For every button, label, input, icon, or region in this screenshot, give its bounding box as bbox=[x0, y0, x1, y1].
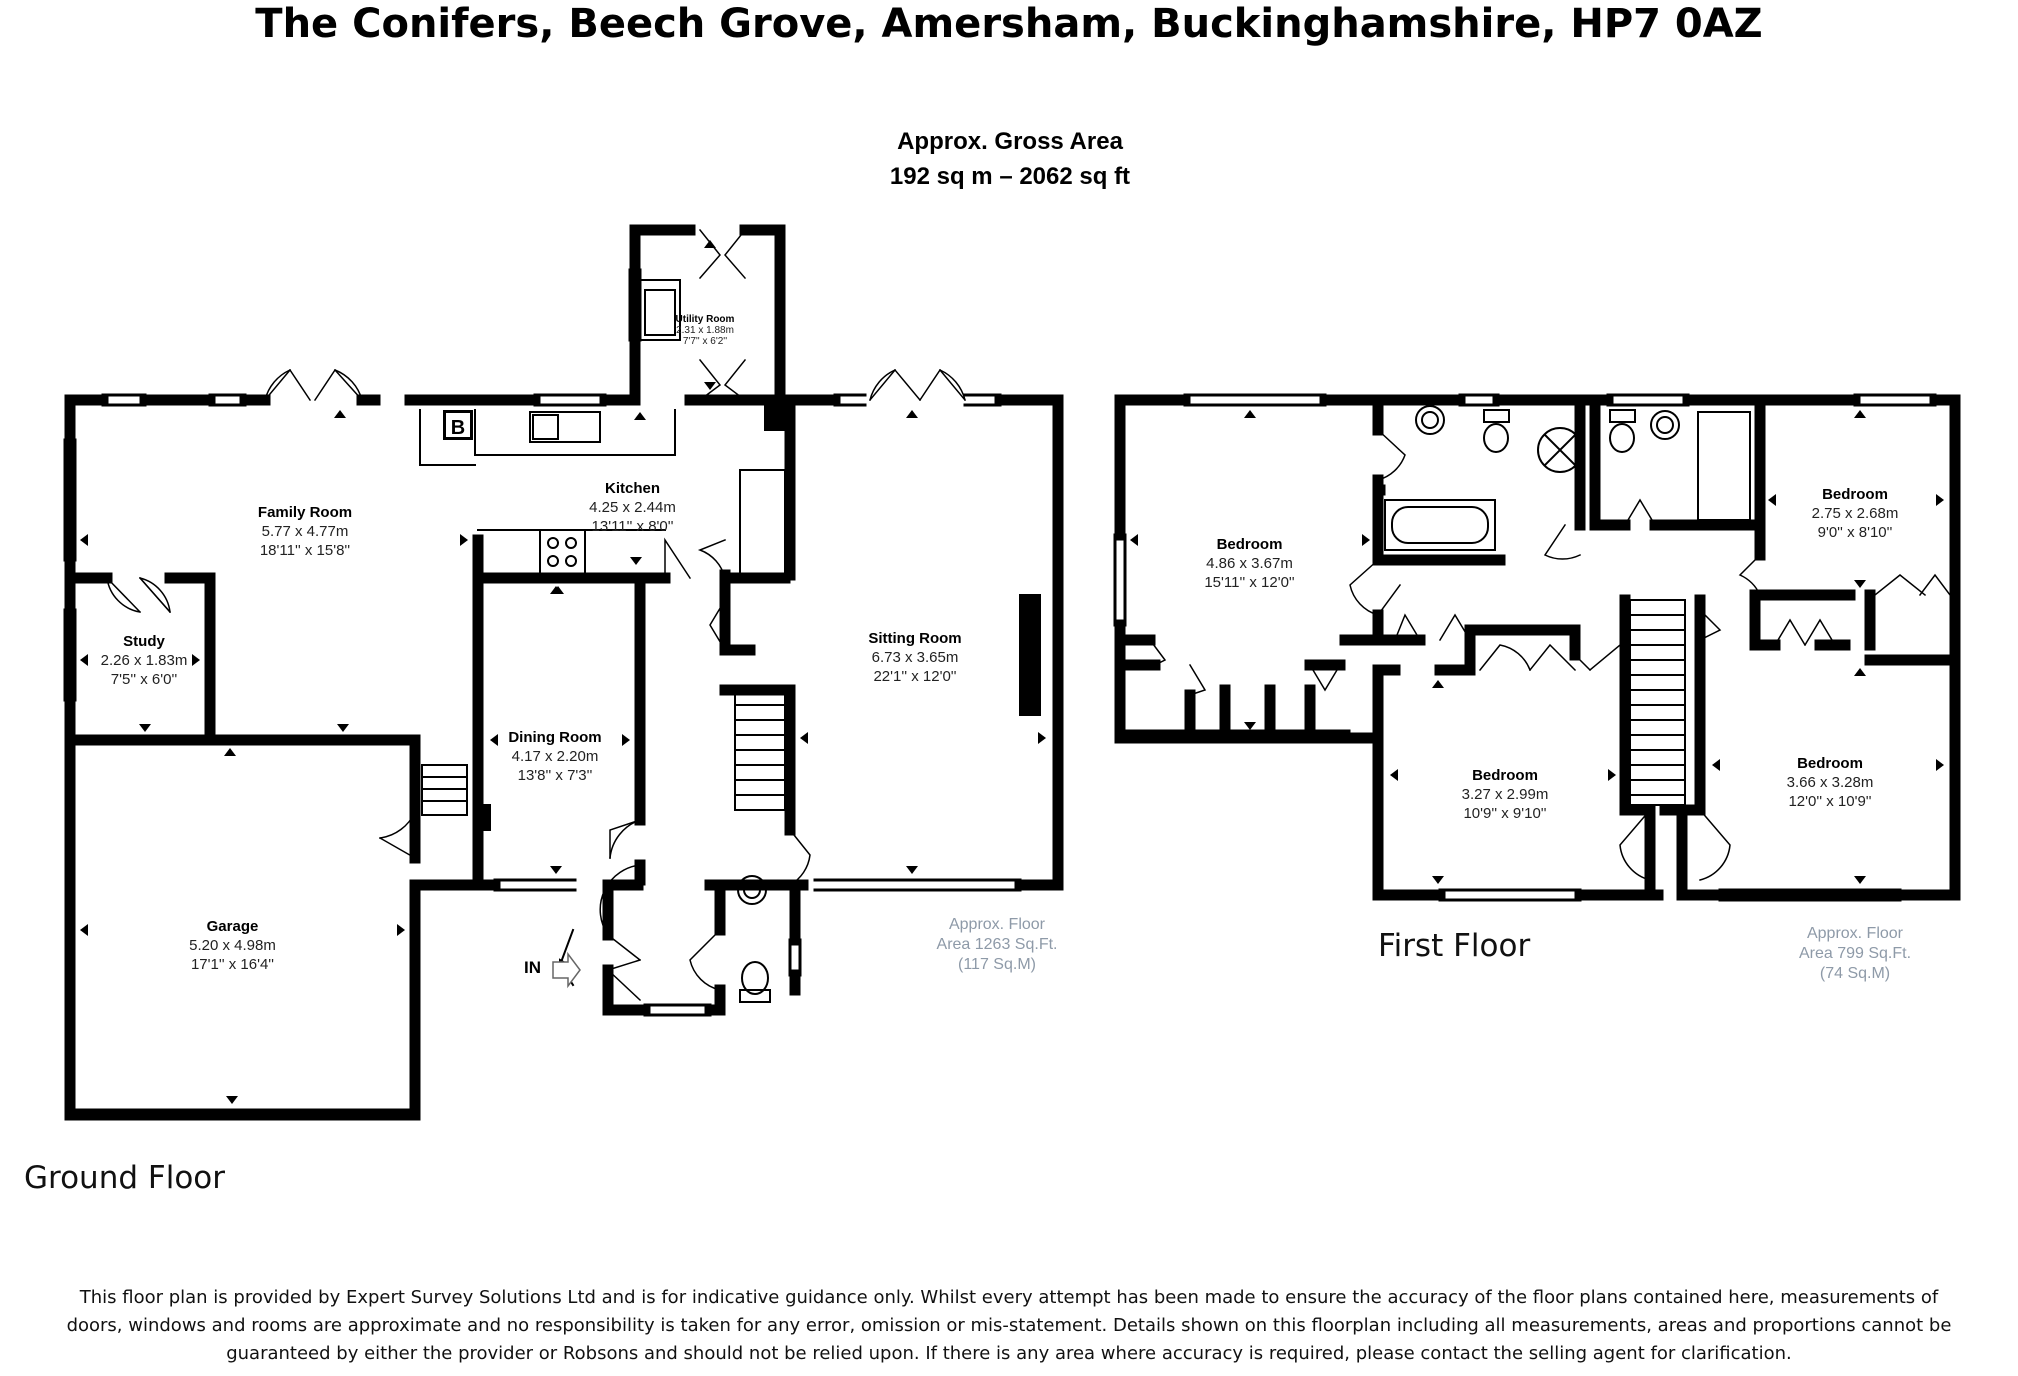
area-line: (74 Sq.M) bbox=[1819, 965, 1891, 982]
room-name: Utility Room bbox=[675, 314, 735, 325]
room-metric: 6.73 x 3.65m bbox=[871, 649, 959, 666]
room-imperial: 13'8'' x 7'3'' bbox=[517, 767, 593, 784]
room-imperial: 7'7'' x 6'2'' bbox=[682, 336, 728, 347]
area-line: Approx. Floor bbox=[948, 916, 1046, 933]
disclaimer-text bbox=[0, 1284, 2018, 1368]
room-imperial: 17'1'' x 16'4'' bbox=[190, 956, 275, 973]
room-utility-room bbox=[665, 314, 745, 347]
room-imperial: 18'11'' x 15'8'' bbox=[259, 542, 351, 559]
entrance-arrow-icon bbox=[553, 954, 580, 986]
room-bedroom-3 bbox=[1440, 766, 1570, 823]
room-name: Bedroom bbox=[1472, 767, 1538, 784]
room-family-room bbox=[225, 503, 385, 560]
room-name: Family Room bbox=[257, 504, 353, 521]
room-bedroom-2 bbox=[1790, 485, 1920, 542]
room-imperial: 13'11'' x 8'0'' bbox=[591, 518, 674, 535]
wc-fixtures bbox=[560, 876, 770, 1002]
disclaimer-line: guaranteed by either the provider or Robsons and should not be relied upon. If there is any area where accuracy is required, please contact the selling agent for clarification. bbox=[226, 1343, 1792, 1364]
room-imperial: 9'0'' x 8'10'' bbox=[1817, 524, 1893, 541]
property-address-title: The Conifers, Beech Grove, Amersham, Buckinghamshire, HP7 0AZ bbox=[255, 1, 1763, 47]
area-line: Area 1263 Sq.Ft. bbox=[936, 936, 1058, 953]
room-name: Bedroom bbox=[1216, 536, 1283, 553]
room-sitting-room bbox=[845, 629, 985, 686]
first-floor-label: First Floor bbox=[1378, 928, 1531, 964]
room-name: Study bbox=[123, 633, 165, 650]
gross-area-block bbox=[810, 124, 1210, 194]
room-metric: 4.17 x 2.20m bbox=[511, 748, 599, 765]
room-metric: 4.25 x 2.44m bbox=[589, 499, 676, 516]
room-imperial: 15'11'' x 12'0'' bbox=[1204, 574, 1295, 591]
room-kitchen bbox=[565, 479, 700, 536]
room-bedroom-1 bbox=[1182, 535, 1317, 592]
room-metric: 3.27 x 2.99m bbox=[1461, 786, 1549, 803]
room-bedroom-4 bbox=[1765, 754, 1895, 811]
first-floor-stairs bbox=[1630, 600, 1685, 805]
room-imperial: 22'1'' x 12'0'' bbox=[873, 668, 957, 685]
room-name: Kitchen bbox=[604, 480, 660, 497]
room-garage bbox=[170, 917, 295, 974]
room-metric: 3.66 x 3.28m bbox=[1786, 774, 1874, 791]
room-metric: 5.77 x 4.77m bbox=[261, 523, 349, 540]
boiler-marker: B bbox=[443, 410, 473, 440]
gross-area-heading: Approx. Gross Area bbox=[897, 128, 1123, 155]
area-line: (117 Sq.M) bbox=[958, 956, 1036, 973]
disclaimer-line: doors, windows and rooms are approximate and no responsibility is taken for any error, omission or mis-statement. Details shown on this floorplan including all measurements, areas and proportions cannot be bbox=[66, 1315, 1952, 1336]
room-imperial: 7'5'' x 6'0'' bbox=[110, 671, 178, 688]
room-name: Dining Room bbox=[508, 729, 602, 746]
room-name: Sitting Room bbox=[868, 630, 962, 647]
room-metric: 2.26 x 1.83m bbox=[100, 652, 188, 669]
area-line: Area 799 Sq.Ft. bbox=[1798, 945, 1912, 962]
room-imperial: 10'9'' x 9'10'' bbox=[1463, 805, 1547, 822]
room-dining-room bbox=[490, 728, 620, 785]
room-name: Bedroom bbox=[1822, 486, 1888, 503]
ground-floor-label: Ground Floor bbox=[24, 1160, 226, 1196]
room-name: Garage bbox=[206, 918, 259, 935]
first-floor-windows bbox=[1115, 395, 1935, 900]
room-study bbox=[84, 632, 204, 689]
ground-floor-doors bbox=[107, 230, 965, 1000]
room-metric: 2.75 x 2.68m bbox=[1811, 505, 1899, 522]
first-floor-area-note bbox=[1745, 924, 1965, 984]
area-line: Approx. Floor bbox=[1806, 925, 1904, 942]
gross-area-value: 192 sq m – 2062 sq ft bbox=[889, 163, 1131, 190]
room-name: Bedroom bbox=[1797, 755, 1863, 772]
disclaimer-line: This floor plan is provided by Expert Survey Solutions Ltd and is for indicative guidance only. Whilst every attempt has been made to ensure the accuracy of the floor plans contained here, measurements of bbox=[79, 1287, 1939, 1308]
room-metric: 2.31 x 1.88m bbox=[676, 325, 734, 336]
room-metric: 5.20 x 4.98m bbox=[189, 937, 276, 954]
room-metric: 4.86 x 3.67m bbox=[1206, 555, 1293, 572]
room-imperial: 12'0'' x 10'9'' bbox=[1788, 793, 1872, 810]
entrance-label: IN bbox=[524, 958, 541, 977]
ground-floor-area-note bbox=[887, 915, 1107, 975]
